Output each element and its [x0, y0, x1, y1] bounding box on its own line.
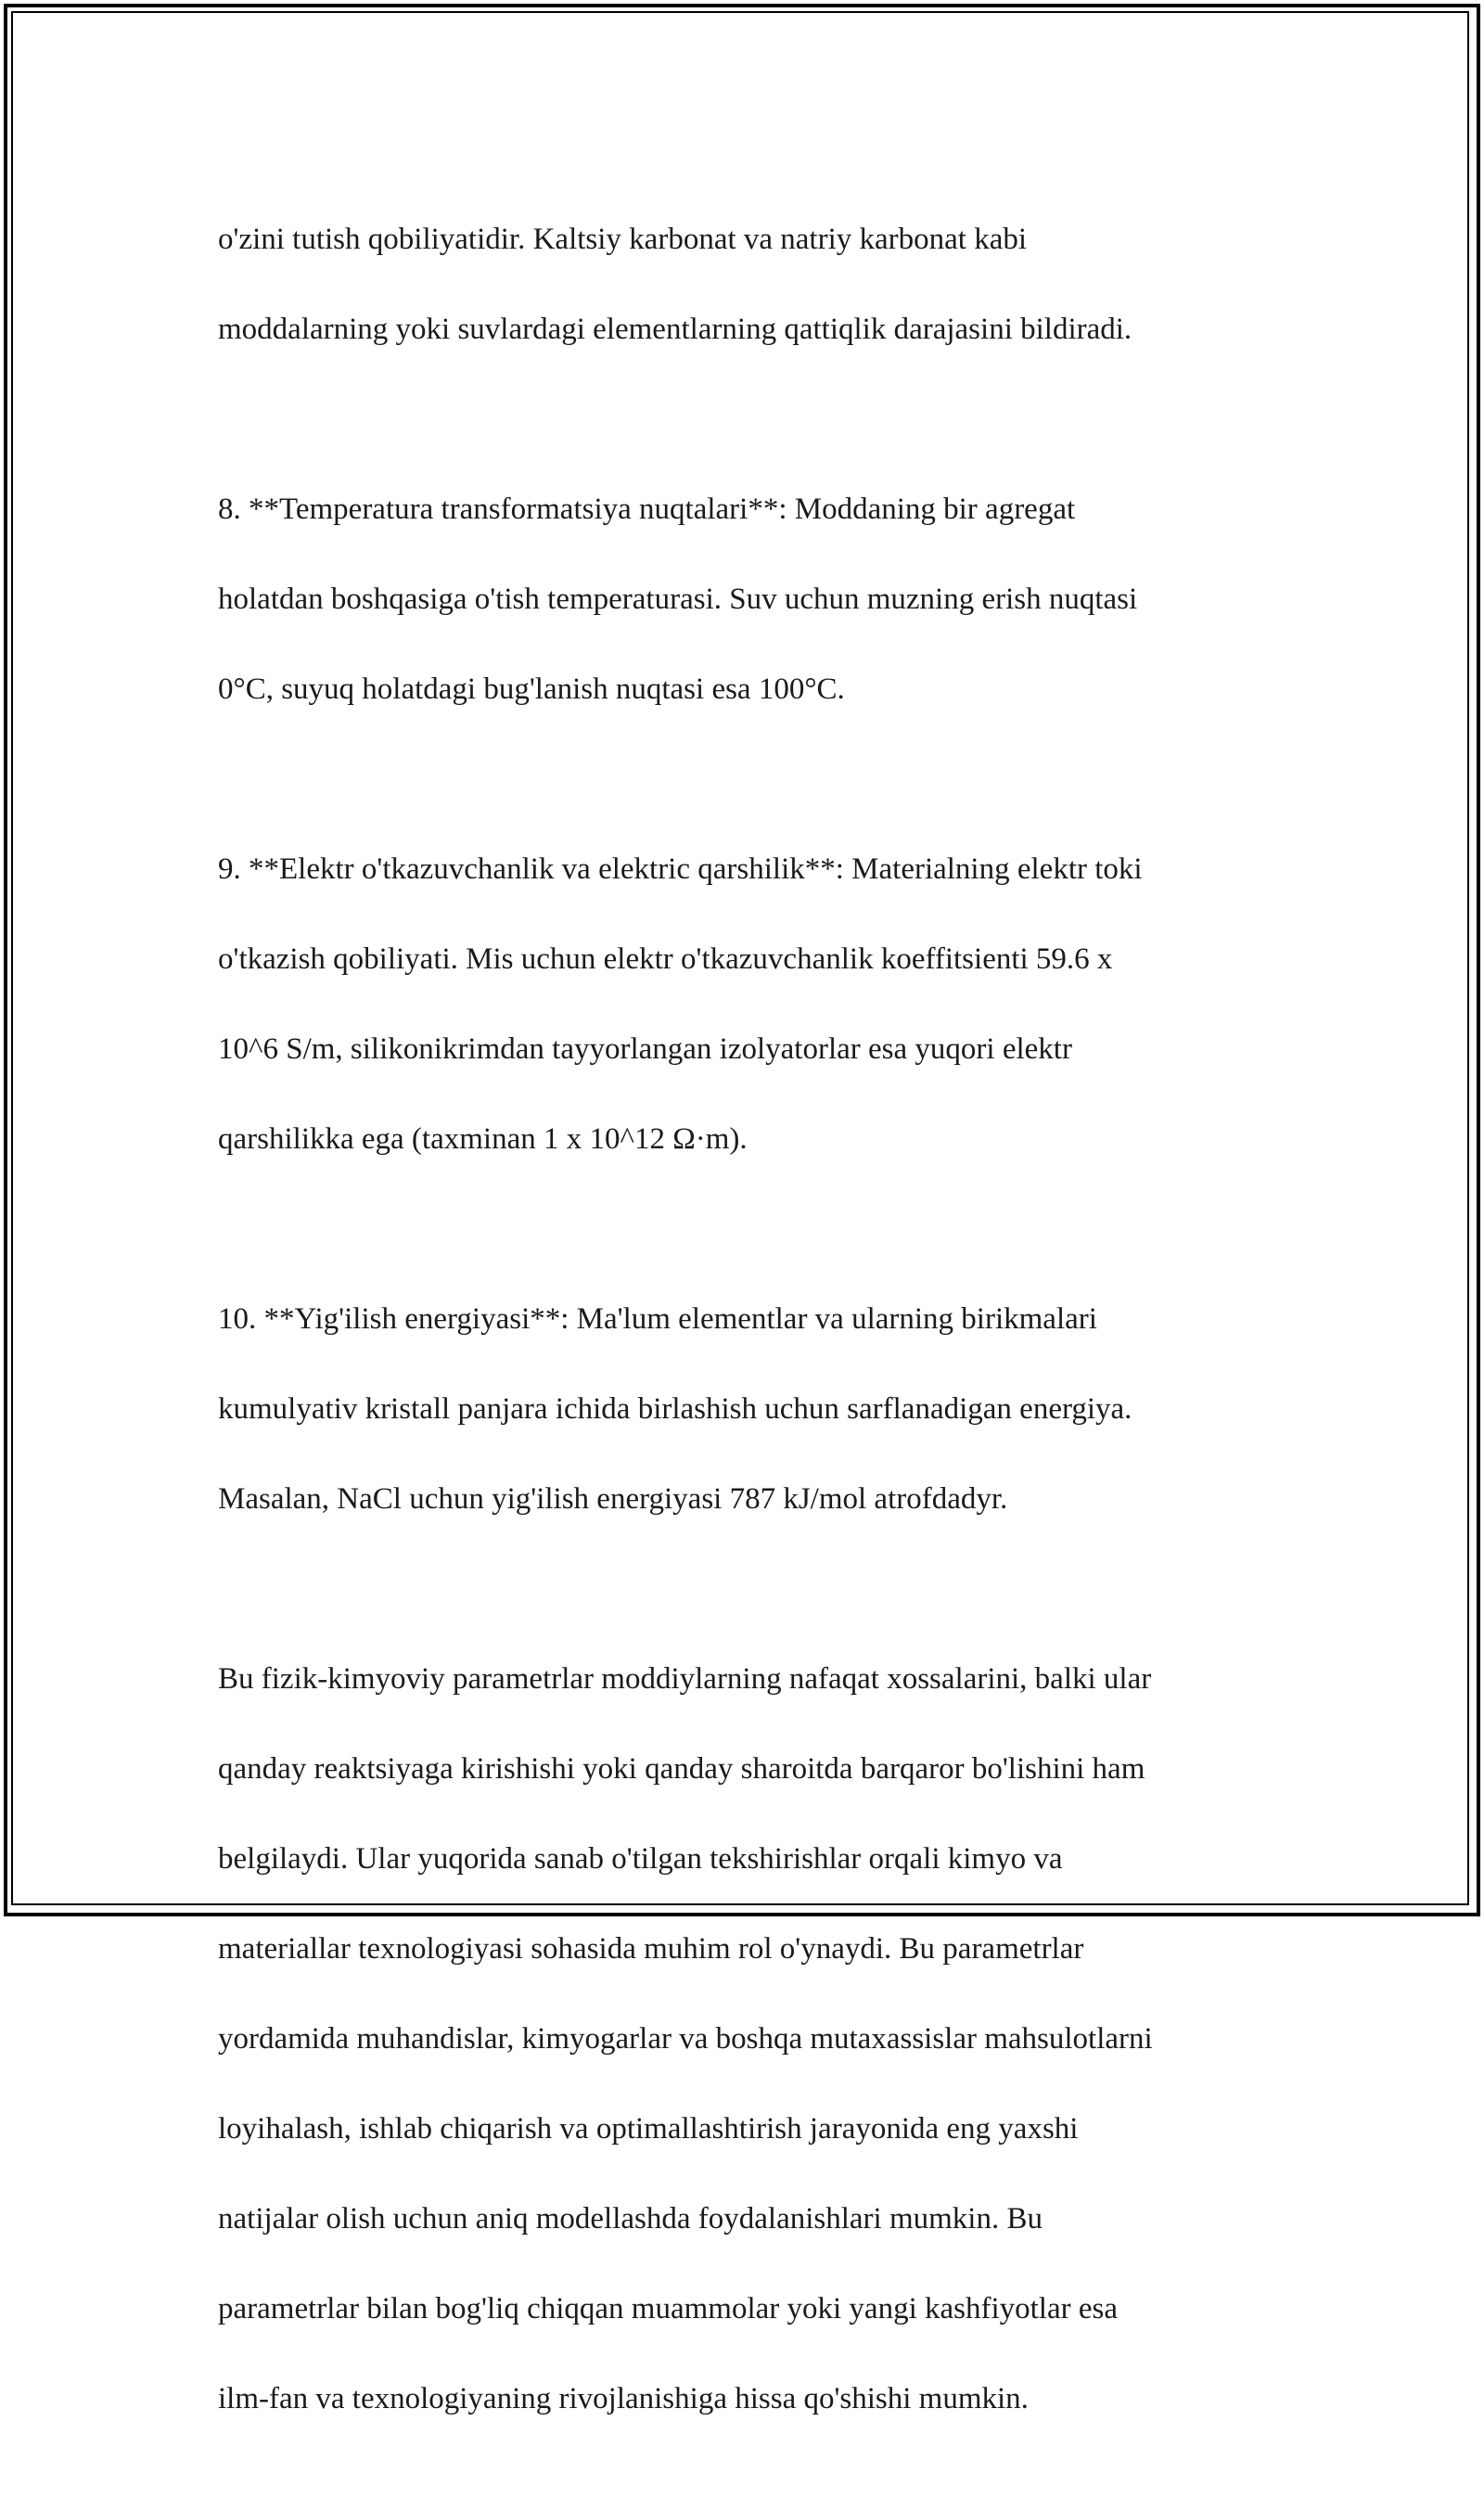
text-line: 10. **Yig'ilish energiyasi**: Ma'lum elementlar va ularning birikmalari [218, 1301, 1097, 1336]
text-line: holatdan boshqasiga o'tish temperaturasi. Suv uchun muzning erish nuqtasi [218, 582, 1138, 616]
text-line: parametrlar bilan bog'liq chiqqan muammolar yoki yangi kashfiyotlar esa [218, 2291, 1118, 2325]
text-line: Bu fizik-kimyoviy parametrlar moddiylarning nafaqat xossalarini, balki ular [218, 1661, 1152, 1696]
text-line: loyihalash, ishlab chiqarish va optimallashtirish jarayonida eng yaxshi [218, 2111, 1079, 2146]
text-line: ilm-fan va texnologiyaning rivojlanishiga hissa qo'shishi mumkin. [218, 2381, 1029, 2415]
text-line: 8. **Temperatura transformatsiya nuqtalari**: Moddaning bir agregat [218, 492, 1076, 526]
paragraph-item-8 [218, 442, 1275, 757]
paragraph-item-9 [218, 801, 1275, 1207]
text-line: moddalarning yoki suvlardagi elementlarning qattiqlik darajasini bildiradi. [218, 312, 1132, 346]
text-line: o'zini tutish qobiliyatidir. Kaltsiy karbonat va natriy karbonat kabi [218, 222, 1028, 256]
text-line: belgilaydi. Ular yuqorida sanab o'tilgan tekshirishlar orqali kimyo va [218, 1841, 1063, 1876]
paragraph-item-10 [218, 1251, 1275, 1567]
text-line: Masalan, NaCl uchun yig'ilish energiyasi 787 kJ/mol atrofdadyr. [218, 1481, 1008, 1516]
text-line: o'tkazish qobiliyati. Mis uchun elektr o'tkazuvchanlik koeffitsienti 59.6 x [218, 942, 1113, 976]
text-line: qanday reaktsiyaga kirishishi yoki qanday sharoitda barqaror bo'lishini ham [218, 1751, 1145, 1786]
text-line: natijalar olish uchun aniq modellashda foydalanishlari mumkin. Bu [218, 2201, 1043, 2236]
document-body [218, 172, 1275, 2511]
text-line: 0°C, suyuq holatdagi bug'lanish nuqtasi esa 100°C. [218, 672, 845, 706]
text-line: 9. **Elektr o'tkazuvchanlik va elektric qarshilik**: Materialning elektr toki [218, 852, 1143, 886]
text-line: qarshilikka ega (taxminan 1 x 10^12 Ω·m). [218, 1121, 748, 1156]
paragraph-conclusion [218, 1611, 1275, 2466]
paragraph-hardness-continued [218, 172, 1275, 397]
text-line: materiallar texnologiyasi sohasida muhim rol o'ynaydi. Bu parametrlar [218, 1931, 1084, 1966]
text-line: 10^6 S/m, silikonikrimdan tayyorlangan izolyatorlar esa yuqori elektr [218, 1031, 1072, 1066]
text-line: yordamida muhandislar, kimyogarlar va boshqa mutaxassislar mahsulotlarni [218, 2021, 1153, 2056]
text-line: kumulyativ kristall panjara ichida birlashish uchun sarflanadigan energiya. [218, 1391, 1132, 1426]
